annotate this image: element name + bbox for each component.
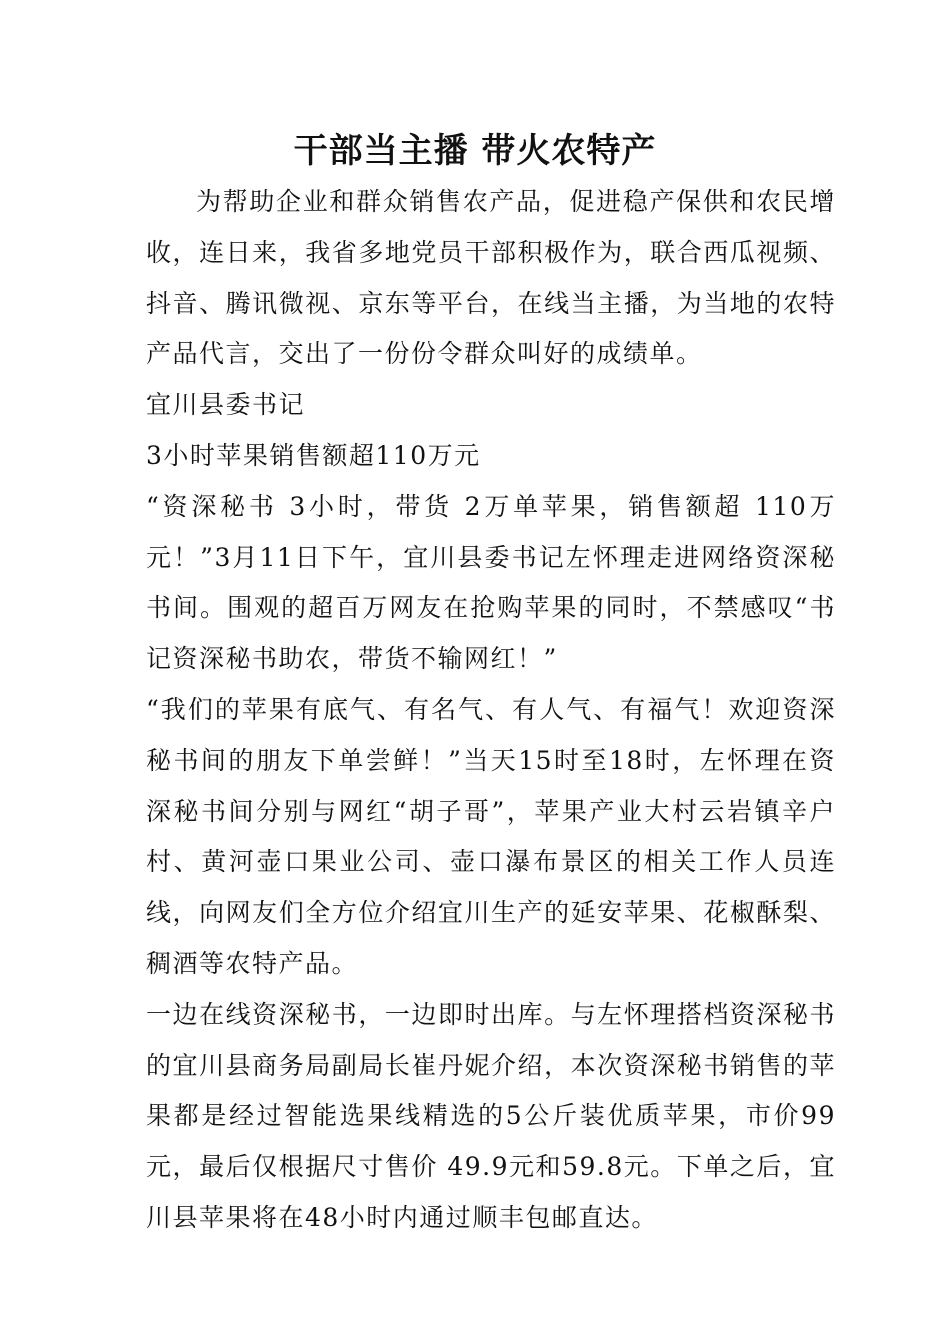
body-paragraph: “资深秘书 3小时，带货 2万单苹果，销售额超 110万元！”3月11日下午，宜川县委书记左怀理走进网络资深秘书间。围观的超百万网友在抢购苹果的同时，不禁感叹“书记资深秘书助农，带货不输网红！” (146, 491, 836, 674)
section-heading-secretary: 宜川县委书记 (146, 390, 306, 420)
section-heading-sales: 3小时苹果销售额超110万元 (146, 440, 481, 470)
intro-paragraph: 为帮助企业和群众销售农产品，促进稳产保供和农民增收，连日来，我省多地党员干部积极作为，联合西瓜视频、抖音、腾讯微视、京东等平台，在线当主播，为当地的农特产品代言，交出了一份份令群众叫好的成绩单。 (146, 187, 836, 369)
article-body (146, 177, 836, 1244)
body-paragraph: 一边在线资深秘书，一边即时出库。与左怀理搭档资深秘书的宜川县商务局副局长崔丹妮介绍，本次资深秘书销售的苹果都是经过智能选果线精选的5公斤装优质苹果，市价99元，最后仅根据尺寸售价 49.9元和59.8元。下单之后，宜川县苹果将在48小时内通过顺丰包邮直达。 (146, 999, 836, 1232)
page-title: 干部当主播 带火农特产 (293, 131, 657, 171)
body-paragraph: “我们的苹果有底气、有名气、有人气、有福气！欢迎资深秘书间的朋友下单尝鲜！”当天15时至18时，左怀理在资深秘书间分别与网红“胡子哥”，苹果产业大村云岩镇辛户村、黄河壶口果业公司、壶口瀑布景区的相关工作人员连线，向网友们全方位介绍宜川生产的延安苹果、花椒酥梨、稠酒等农特产品。 (146, 694, 836, 978)
